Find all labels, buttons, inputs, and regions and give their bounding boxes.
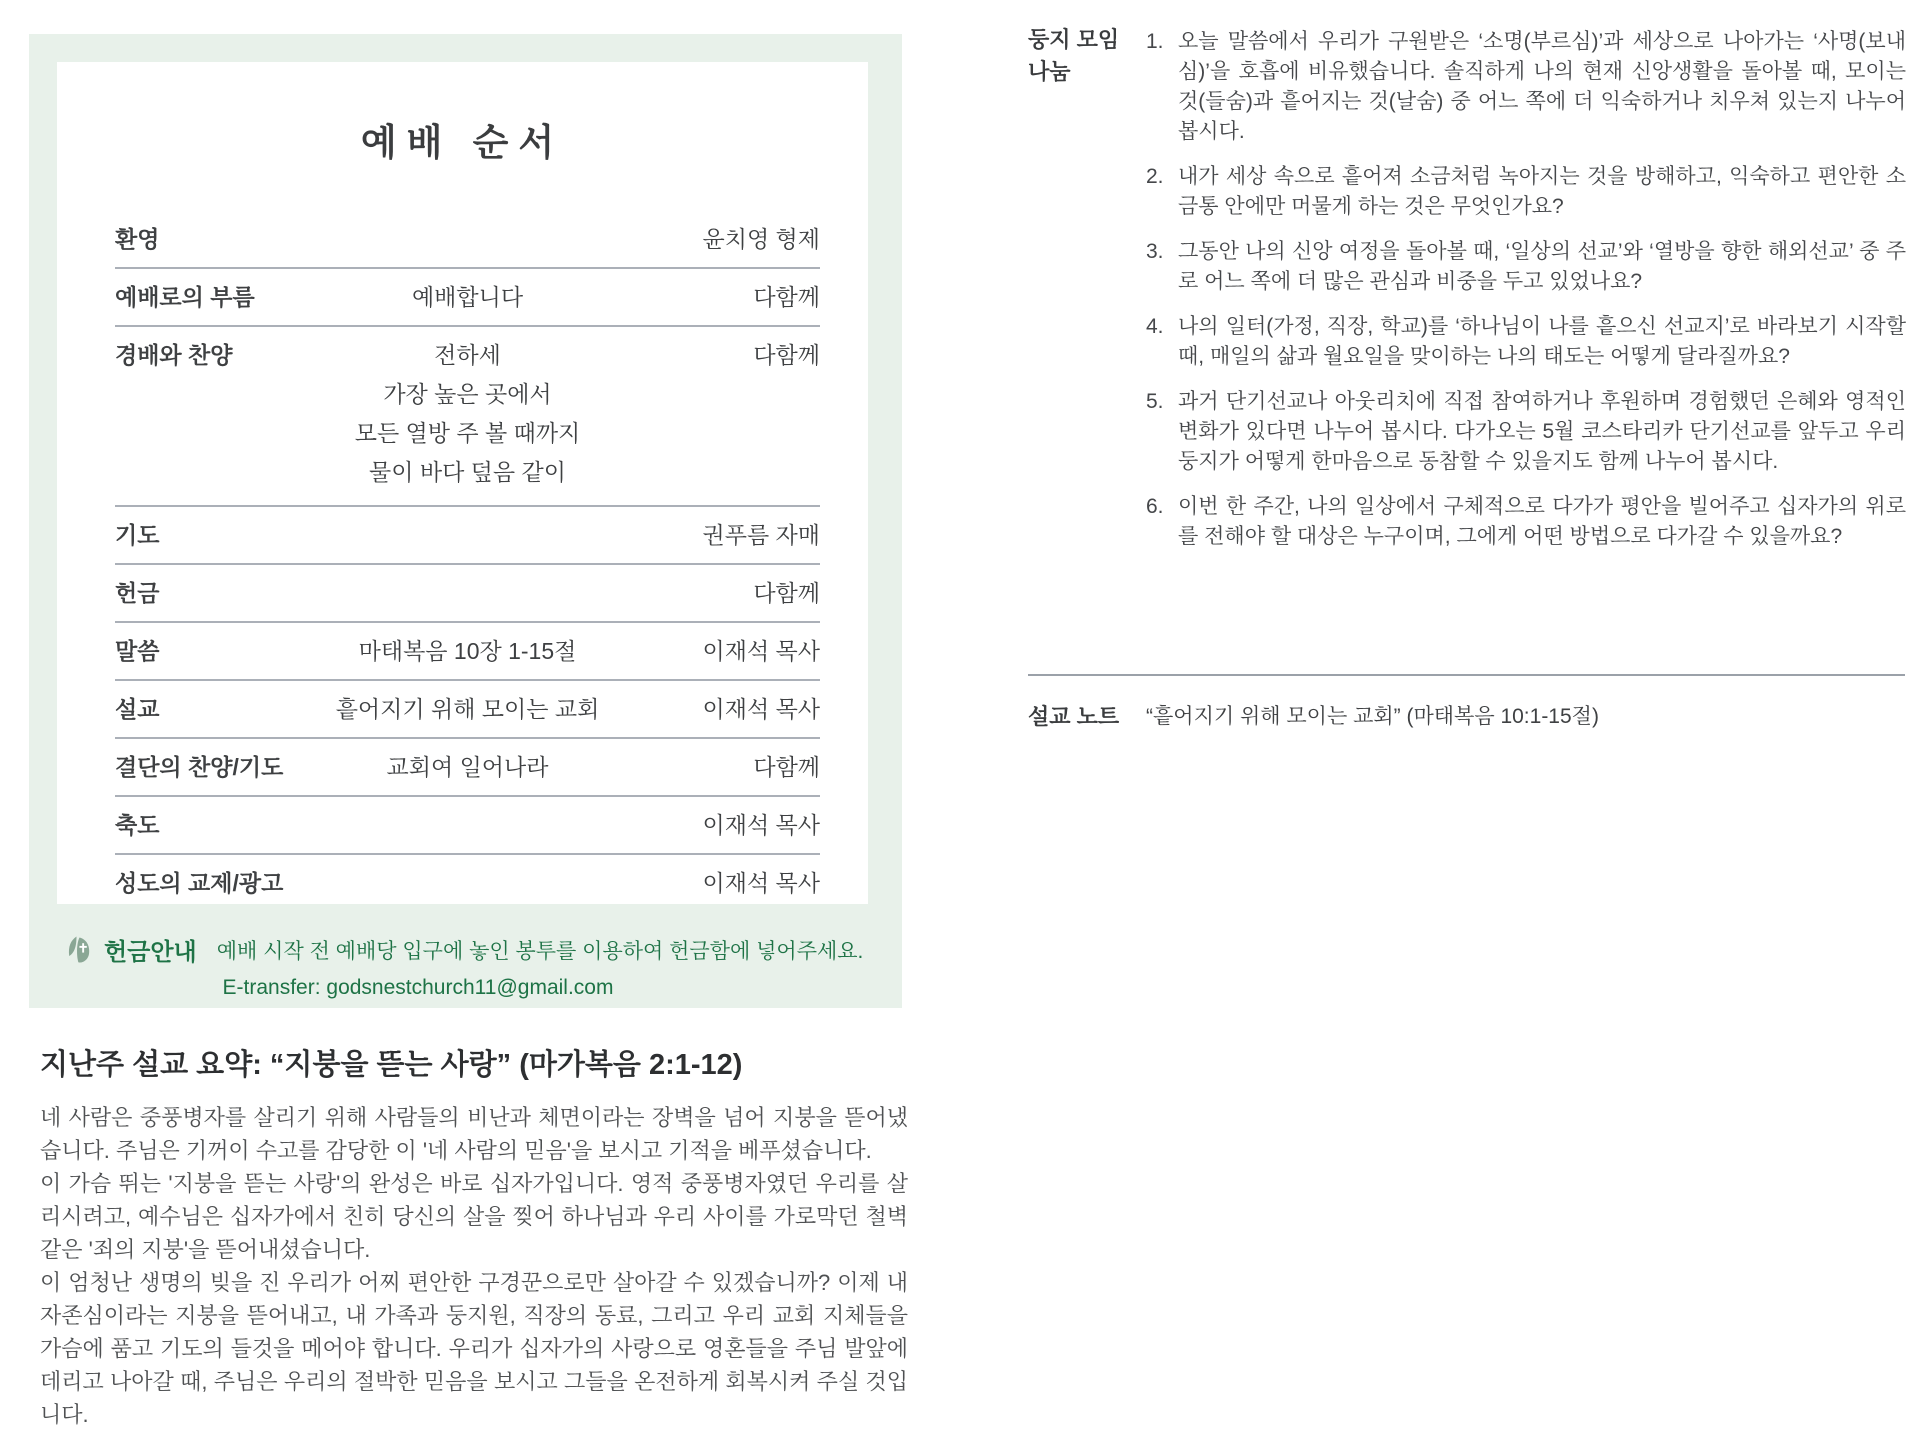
item-number: 2. bbox=[1146, 165, 1164, 188]
row-detail: 마태복음 10장 1-15절 bbox=[358, 638, 577, 664]
summary-paragraph: 네 사람은 중풍병자를 살리기 위해 사람들의 비난과 체면이라는 장벽을 넘어 지붕을 뜯어냈습니다. 주님은 기꺼이 수고를 감당한 이 '네 사람의 믿음'을 보시고 기적을 베푸셨습니다. bbox=[40, 1105, 908, 1163]
row-person: 다함께 bbox=[753, 284, 820, 310]
row-detail bbox=[355, 336, 581, 492]
item-text: 오늘 말씀에서 우리가 구원받은 ‘소명(부르심)’과 세상으로 나아가는 ‘사명(보내심)’을 호흡에 비유했습니다. 솔직하게 나의 현재 신앙생활을 돌아볼 때, 모이는 것(들숨)과 흩어지는 것(날숨) 중 어느 쪽에 더 익숙하거나 치우쳐 있는지 나누어 봅시다. bbox=[1178, 30, 1906, 143]
offering-etransfer: E-transfer: godsnestchurch11@gmail.com bbox=[222, 976, 614, 999]
row-person: 다함께 bbox=[753, 342, 820, 368]
summary-paragraph: 이 가슴 뛰는 '지붕을 뜯는 사랑'의 완성은 바로 십자가입니다. 영적 중풍병자였던 우리를 살리시려고, 예수님은 십자가에서 친히 당신의 살을 찢어 하나님과 우리 사이를 가로막던 철벽같은 '죄의 지붕'을 뜯어내셨습니다. bbox=[40, 1171, 908, 1262]
row-detail: 교회여 일어나라 bbox=[386, 754, 549, 780]
list-item bbox=[1146, 312, 1906, 372]
table-row bbox=[115, 739, 820, 797]
offering-label: 헌금안내 bbox=[104, 939, 197, 966]
sermon-summary-body bbox=[40, 1101, 908, 1431]
row-label: 예배로의 부름 bbox=[115, 284, 255, 310]
sermon-summary-heading: 지난주 설교 요약: “지붕을 뜯는 사랑” (마가복음 2:1-12) bbox=[40, 1049, 743, 1081]
table-row bbox=[115, 797, 820, 855]
sermon-note-title: “흩어지기 위해 모이는 교회” (마태복음 10:1-15절) bbox=[1146, 705, 1599, 728]
list-item bbox=[1146, 387, 1906, 477]
table-row bbox=[115, 269, 820, 327]
row-label: 헌금 bbox=[115, 580, 160, 606]
sermon-note-label: 설교 노트 bbox=[1028, 704, 1120, 729]
table-row bbox=[115, 327, 820, 507]
item-number: 4. bbox=[1146, 315, 1164, 338]
row-detail: 예배합니다 bbox=[411, 284, 524, 310]
row-label: 기도 bbox=[115, 522, 160, 548]
summary-paragraph: 이 엄청난 생명의 빚을 진 우리가 어찌 편안한 구경꾼으로만 살아갈 수 있겠습니까? 이제 내 자존심이라는 지붕을 뜯어내고, 내 가족과 둥지원, 직장의 동료, 그리고 우리 교회 지체들을 가슴에 품고 기도의 들것을 메어야 합니다. 우리가 십자가의 사랑으로 영혼들을 주님 발앞에 데리고 나아갈 때, 주님은 우리의 절박한 믿음을 보시고 그들을 온전하게 회복시켜 주실 것입니다. bbox=[40, 1270, 908, 1427]
offering-instruction: 예배 시작 전 예배당 입구에 놓인 봉투를 이용하여 헌금함에 넣어주세요. bbox=[216, 939, 864, 963]
row-person: 다함께 bbox=[753, 580, 820, 606]
row-label: 환영 bbox=[115, 226, 160, 252]
row-person: 윤치영 형제 bbox=[702, 226, 820, 252]
hymn-line: 물이 바다 덮음 같이 bbox=[369, 459, 566, 485]
hymn-line: 전하세 bbox=[434, 342, 501, 368]
table-row bbox=[115, 681, 820, 739]
item-number: 1. bbox=[1146, 30, 1164, 53]
item-number: 6. bbox=[1146, 495, 1164, 518]
table-row bbox=[115, 855, 820, 911]
worship-order-panel bbox=[57, 62, 868, 904]
item-number: 3. bbox=[1146, 240, 1164, 263]
worship-order-table bbox=[115, 211, 820, 911]
offering-notice bbox=[66, 932, 864, 1000]
row-label: 설교 bbox=[115, 696, 160, 722]
row-detail: 흩어지기 위해 모이는 교회 bbox=[335, 696, 600, 722]
list-item bbox=[1146, 237, 1906, 297]
row-label: 결단의 찬양/기도 bbox=[115, 754, 284, 780]
list-item bbox=[1146, 27, 1906, 147]
group-sharing-heading-line2: 나눔 bbox=[1028, 59, 1071, 84]
hymn-line: 가장 높은 곳에서 bbox=[383, 381, 552, 407]
item-text: 그동안 나의 신앙 여정을 돌아볼 때, ‘일상의 선교’와 ‘열방을 향한 해외선교’ 중 주로 어느 쪽에 더 많은 관심과 비중을 두고 있었나요? bbox=[1178, 240, 1906, 293]
sermon-note-section bbox=[1028, 700, 1905, 731]
row-person: 이재석 목사 bbox=[702, 870, 820, 896]
sermon-note-divider bbox=[1028, 674, 1905, 676]
row-label: 말씀 bbox=[115, 638, 160, 664]
table-row bbox=[115, 565, 820, 623]
item-text: 이번 한 주간, 나의 일상에서 구체적으로 다가가 평안을 빌어주고 십자가의 위로를 전해야 할 대상은 누구이며, 그에게 어떤 방법으로 다가갈 수 있을까요? bbox=[1178, 495, 1906, 548]
row-person: 권푸름 자매 bbox=[702, 522, 820, 548]
item-text: 내가 세상 속으로 흩어져 소금처럼 녹아지는 것을 방해하고, 익숙하고 편안한 소금통 안에만 머물게 하는 것은 무엇인가요? bbox=[1178, 165, 1906, 218]
sermon-summary-section bbox=[40, 1042, 908, 1431]
row-person: 이재석 목사 bbox=[702, 812, 820, 838]
worship-order-card bbox=[29, 34, 902, 1008]
group-sharing-heading bbox=[1028, 24, 1119, 88]
table-row bbox=[115, 211, 820, 269]
row-label: 성도의 교제/광고 bbox=[115, 870, 284, 896]
worship-order-title: 예배 순서 bbox=[360, 122, 565, 163]
hymn-line: 모든 열방 주 볼 때까지 bbox=[354, 420, 581, 446]
item-text: 과거 단기선교나 아웃리치에 직접 참여하거나 후원하며 경험했던 은혜와 영적인 변화가 있다면 나누어 봅시다. 다가오는 5월 코스타리카 단기선교를 앞두고 우리 둥지가 어떻게 한마음으로 동참할 수 있을지도 함께 나누어 봅시다. bbox=[1178, 390, 1906, 473]
row-person: 이재석 목사 bbox=[702, 696, 821, 722]
nest-logo-icon bbox=[66, 935, 92, 965]
group-sharing-heading-line1: 둥지 모임 bbox=[1028, 27, 1120, 52]
row-label: 축도 bbox=[115, 812, 160, 838]
item-text: 나의 일터(가정, 직장, 학교)를 ‘하나님이 나를 흩으신 선교지’로 바라보기 시작할 때, 매일의 삶과 월요일을 맞이하는 나의 태도는 어떻게 달라질까요? bbox=[1178, 315, 1906, 368]
row-person: 다함께 bbox=[753, 754, 821, 780]
row-label: 경배와 찬양 bbox=[115, 342, 233, 368]
table-row bbox=[115, 623, 820, 681]
item-number: 5. bbox=[1146, 390, 1164, 413]
row-person: 이재석 목사 bbox=[702, 638, 820, 664]
list-item bbox=[1146, 492, 1906, 552]
group-sharing-list bbox=[1146, 27, 1906, 567]
table-row bbox=[115, 507, 820, 565]
list-item bbox=[1146, 162, 1906, 222]
